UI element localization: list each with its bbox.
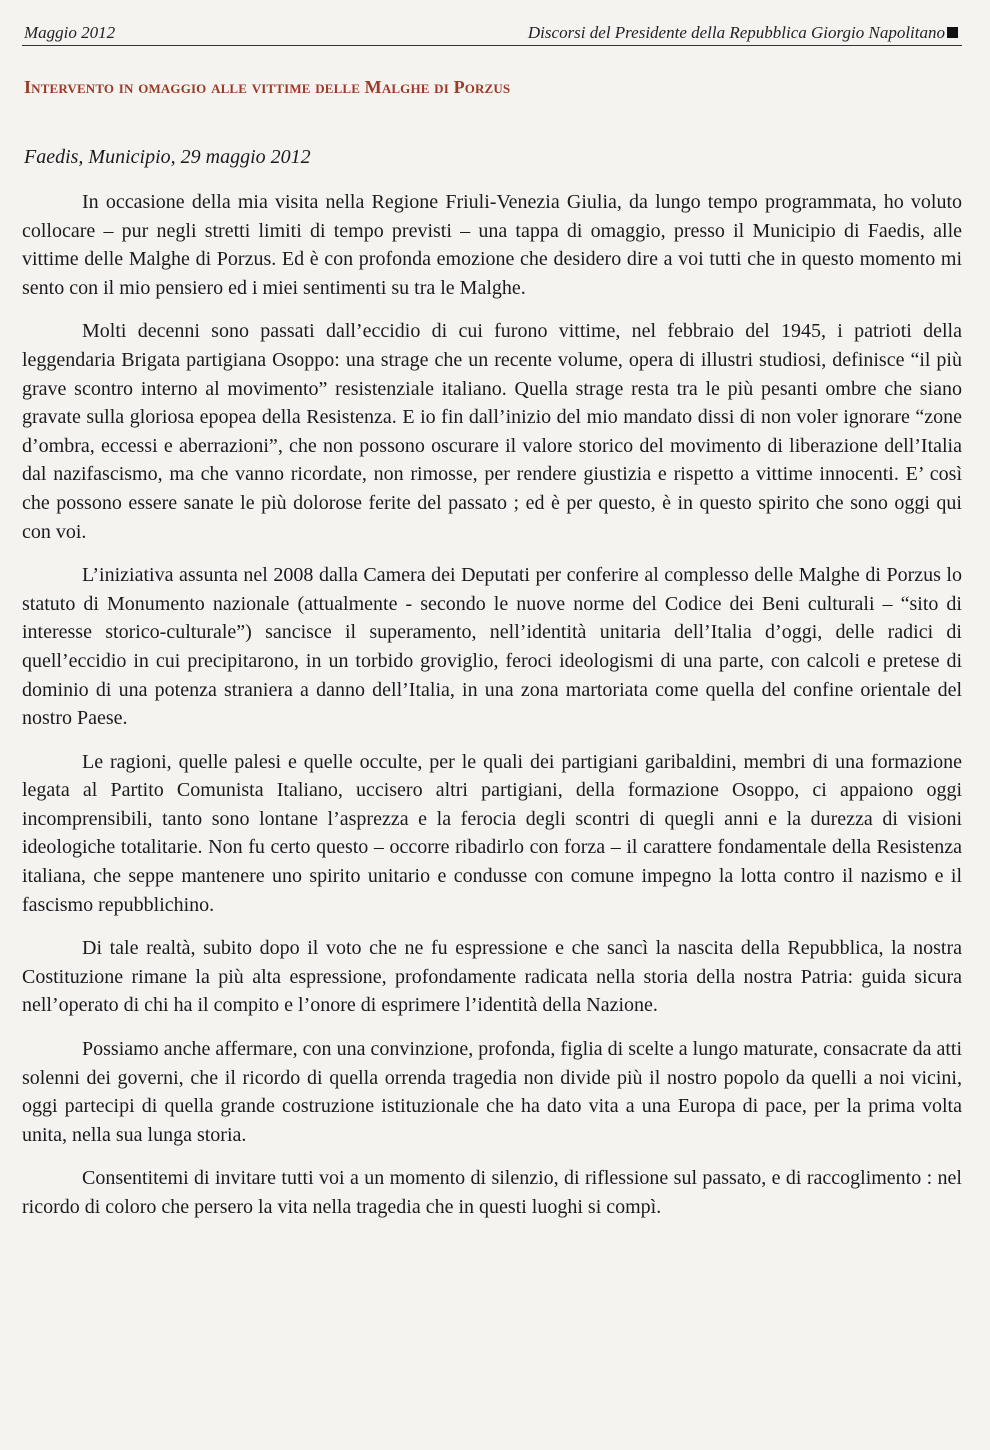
paragraph: Le ragioni, quelle palesi e quelle occulte, per le quali dei partigiani garibaldini, membri di una formazione legata al Partito Comunista Italiano, uccisero altri partigiani, della formazione Osoppo, ci appaiono oggi incomprensibili, tanto sono lontane l’asprezza e la ferocia degli scontri di quegli anni e la durezza di visioni ideologiche totalitarie. Non fu certo questo – occorre ribadirlo con forza – il carattere fondamentale della Resistenza italiana, che seppe mantenere uno spirito unitario e condusse con comune impegno la lotta contro il nazismo e il fascismo repubblichino. xyxy=(22,750,962,916)
header-publication xyxy=(528,22,958,44)
header-publication-text: Discorsi del Presidente della Repubblica Giorgio Napolitano xyxy=(527,23,945,42)
speech-body xyxy=(22,188,962,1222)
running-header xyxy=(22,22,962,44)
paragraph: L’iniziativa assunta nel 2008 dalla Camera dei Deputati per conferire al complesso delle Malghe di Porzus lo statuto di Monumento nazionale (attualmente - secondo le nuove norme del Codice dei Beni culturali – “sito di interesse storico-culturale”) sancisce il superamento, nell’identità unitaria dell’Italia d’oggi, delle radici di quell’eccidio in cui precipitarono, in un torbido groviglio, feroci ideologismi di una parte, con calcoli e pretese di dominio di una potenza straniera a danno dell’Italia, in una zona martoriata come quella del confine orientale del nostro Paese. xyxy=(22,564,962,730)
header-divider xyxy=(22,45,962,46)
header-date: Maggio 2012 xyxy=(24,23,116,42)
speech-title: Intervento in omaggio alle vittime delle Malghe di Porzus xyxy=(24,77,511,97)
paragraph: Molti decenni sono passati dall’eccidio di cui furono vittime, nel febbraio del 1945, i patrioti della leggendaria Brigata partigiana Osoppo: una strage che un recente volume, opera di illustri studiosi, definisce “il più grave scontro interno al movimento” resistenziale italiano. Quella strage resta tra le più pesanti ombre che siano gravate sulla gloriosa epopea della Resistenza. E io fin dall’inizio del mio mandato dissi di non voler ignorare “zone d’ombra, eccessi e aberrazioni”, che non possono oscurare il valore storico del movimento di liberazione dell’Italia dal nazifascismo, ma che vanno ricordate, non rimosse, per rendere giustizia e rispetto a vittime innocenti. E’ così che possono essere sanate le più dolorose ferite del passato ; ed è per questo, è in questo spirito che sono oggi qui con voi. xyxy=(22,320,962,543)
paragraph: Consentitemi di invitare tutti voi a un momento di silenzio, di riflessione sul passato, e di raccoglimento : nel ricordo di coloro che persero la vita nella tragedia che in questi luoghi si compì. xyxy=(22,1167,962,1218)
document-page xyxy=(22,22,962,1237)
paragraph: In occasione della mia visita nella Regione Friuli-Venezia Giulia, da lungo tempo programmata, ho voluto collocare – pur negli stretti limiti di tempo previsti – una tappa di omaggio, presso il Municipio di Faedis, alle vittime delle Malghe di Porzus. Ed è con profonda emozione che desidero dire a voi tutti che in questo momento mi sento con il mio pensiero ed i miei sentimenti su tra le Malghe. xyxy=(22,191,962,299)
black-square-icon xyxy=(947,27,958,38)
paragraph: Di tale realtà, subito dopo il voto che ne fu espressione e che sancì la nascita della Repubblica, la nostra Costituzione rimane la più alta espressione, profondamente radicata nella storia della nostra Patria: guida sicura nell’operato di chi ha il compito e l’onore di esprimere l’identità della Nazione. xyxy=(22,937,962,1017)
paragraph: Possiamo anche affermare, con una convinzione, profonda, figlia di scelte a lungo maturate, consacrate da atti solenni dei governi, che il ricordo di quella orrenda tragedia non divide più il nostro popolo da quelli a noi vicini, oggi partecipi di quella grande costruzione istituzionale che ha dato vita a una Europa di pace, per la prima volta unita, nella sua lunga storia. xyxy=(22,1038,962,1146)
dateline: Faedis, Municipio, 29 maggio 2012 xyxy=(24,146,311,168)
